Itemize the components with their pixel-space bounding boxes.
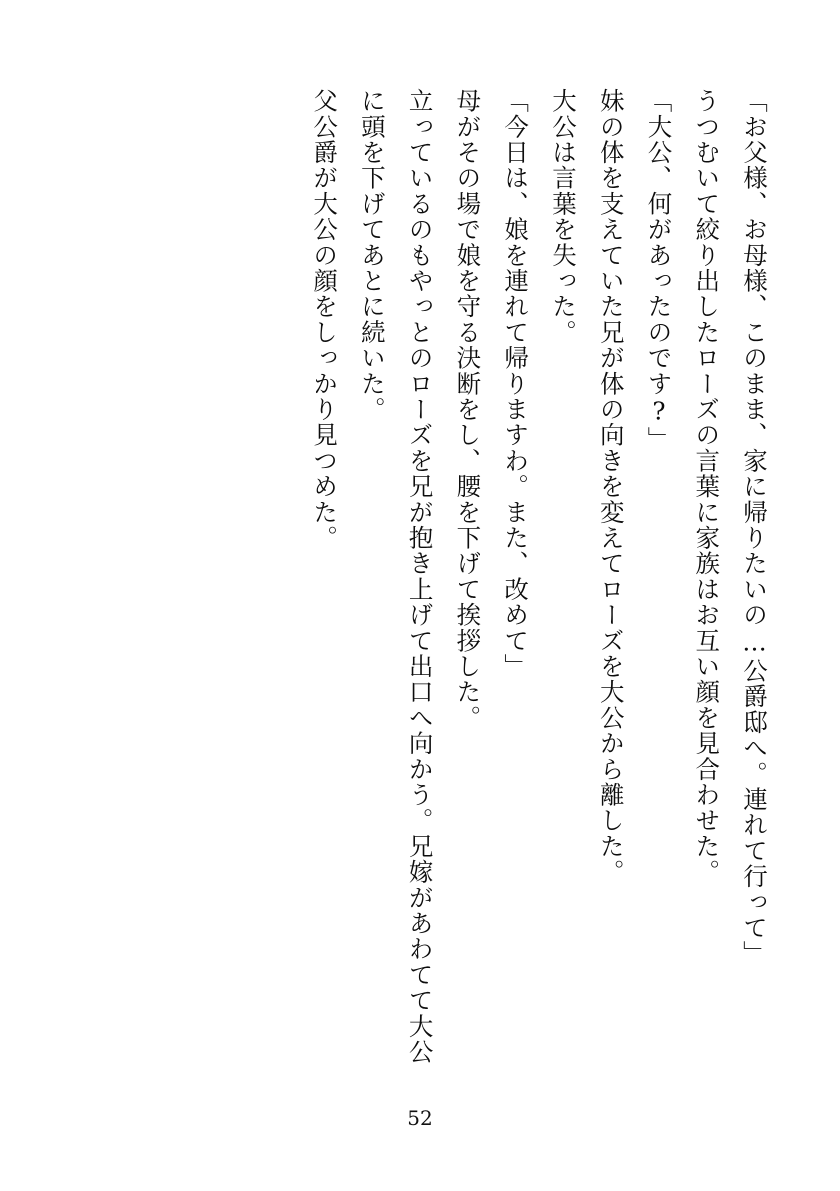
paragraph: 父公爵が大公の顔をしっかり見つめた。: [310, 88, 340, 551]
page-number: 52: [407, 1106, 433, 1130]
vertical-text-body: [300, 88, 778, 1088]
paragraph: 大公は言葉を失った。: [548, 88, 578, 345]
paragraph: 立っているのもやっとのローズを兄が抱き上げて出口へ向かう。兄嫁があわてて大公に頭を下げてあとに続いた。: [357, 88, 435, 1065]
paragraph: 母がその場で娘を守る決断をし、腰を下げて挨拶した。: [453, 88, 483, 731]
paragraph: うつむいて絞り出したローズの言葉に家族はお互い顔を見合わせた。: [692, 88, 722, 885]
paragraph: 「お父様、お母様、このまま、家に帰りたいの…公爵邸へ。連れて行って」: [740, 88, 769, 967]
paragraph: 「今日は、娘を連れて帰りますわ。また、改めて」: [501, 88, 531, 680]
paragraph: 妹の体を支えていた兄が体の向きを変えてローズを大公から離した。: [596, 88, 626, 885]
paragraph: 「大公、何があったのです?」: [644, 88, 674, 453]
